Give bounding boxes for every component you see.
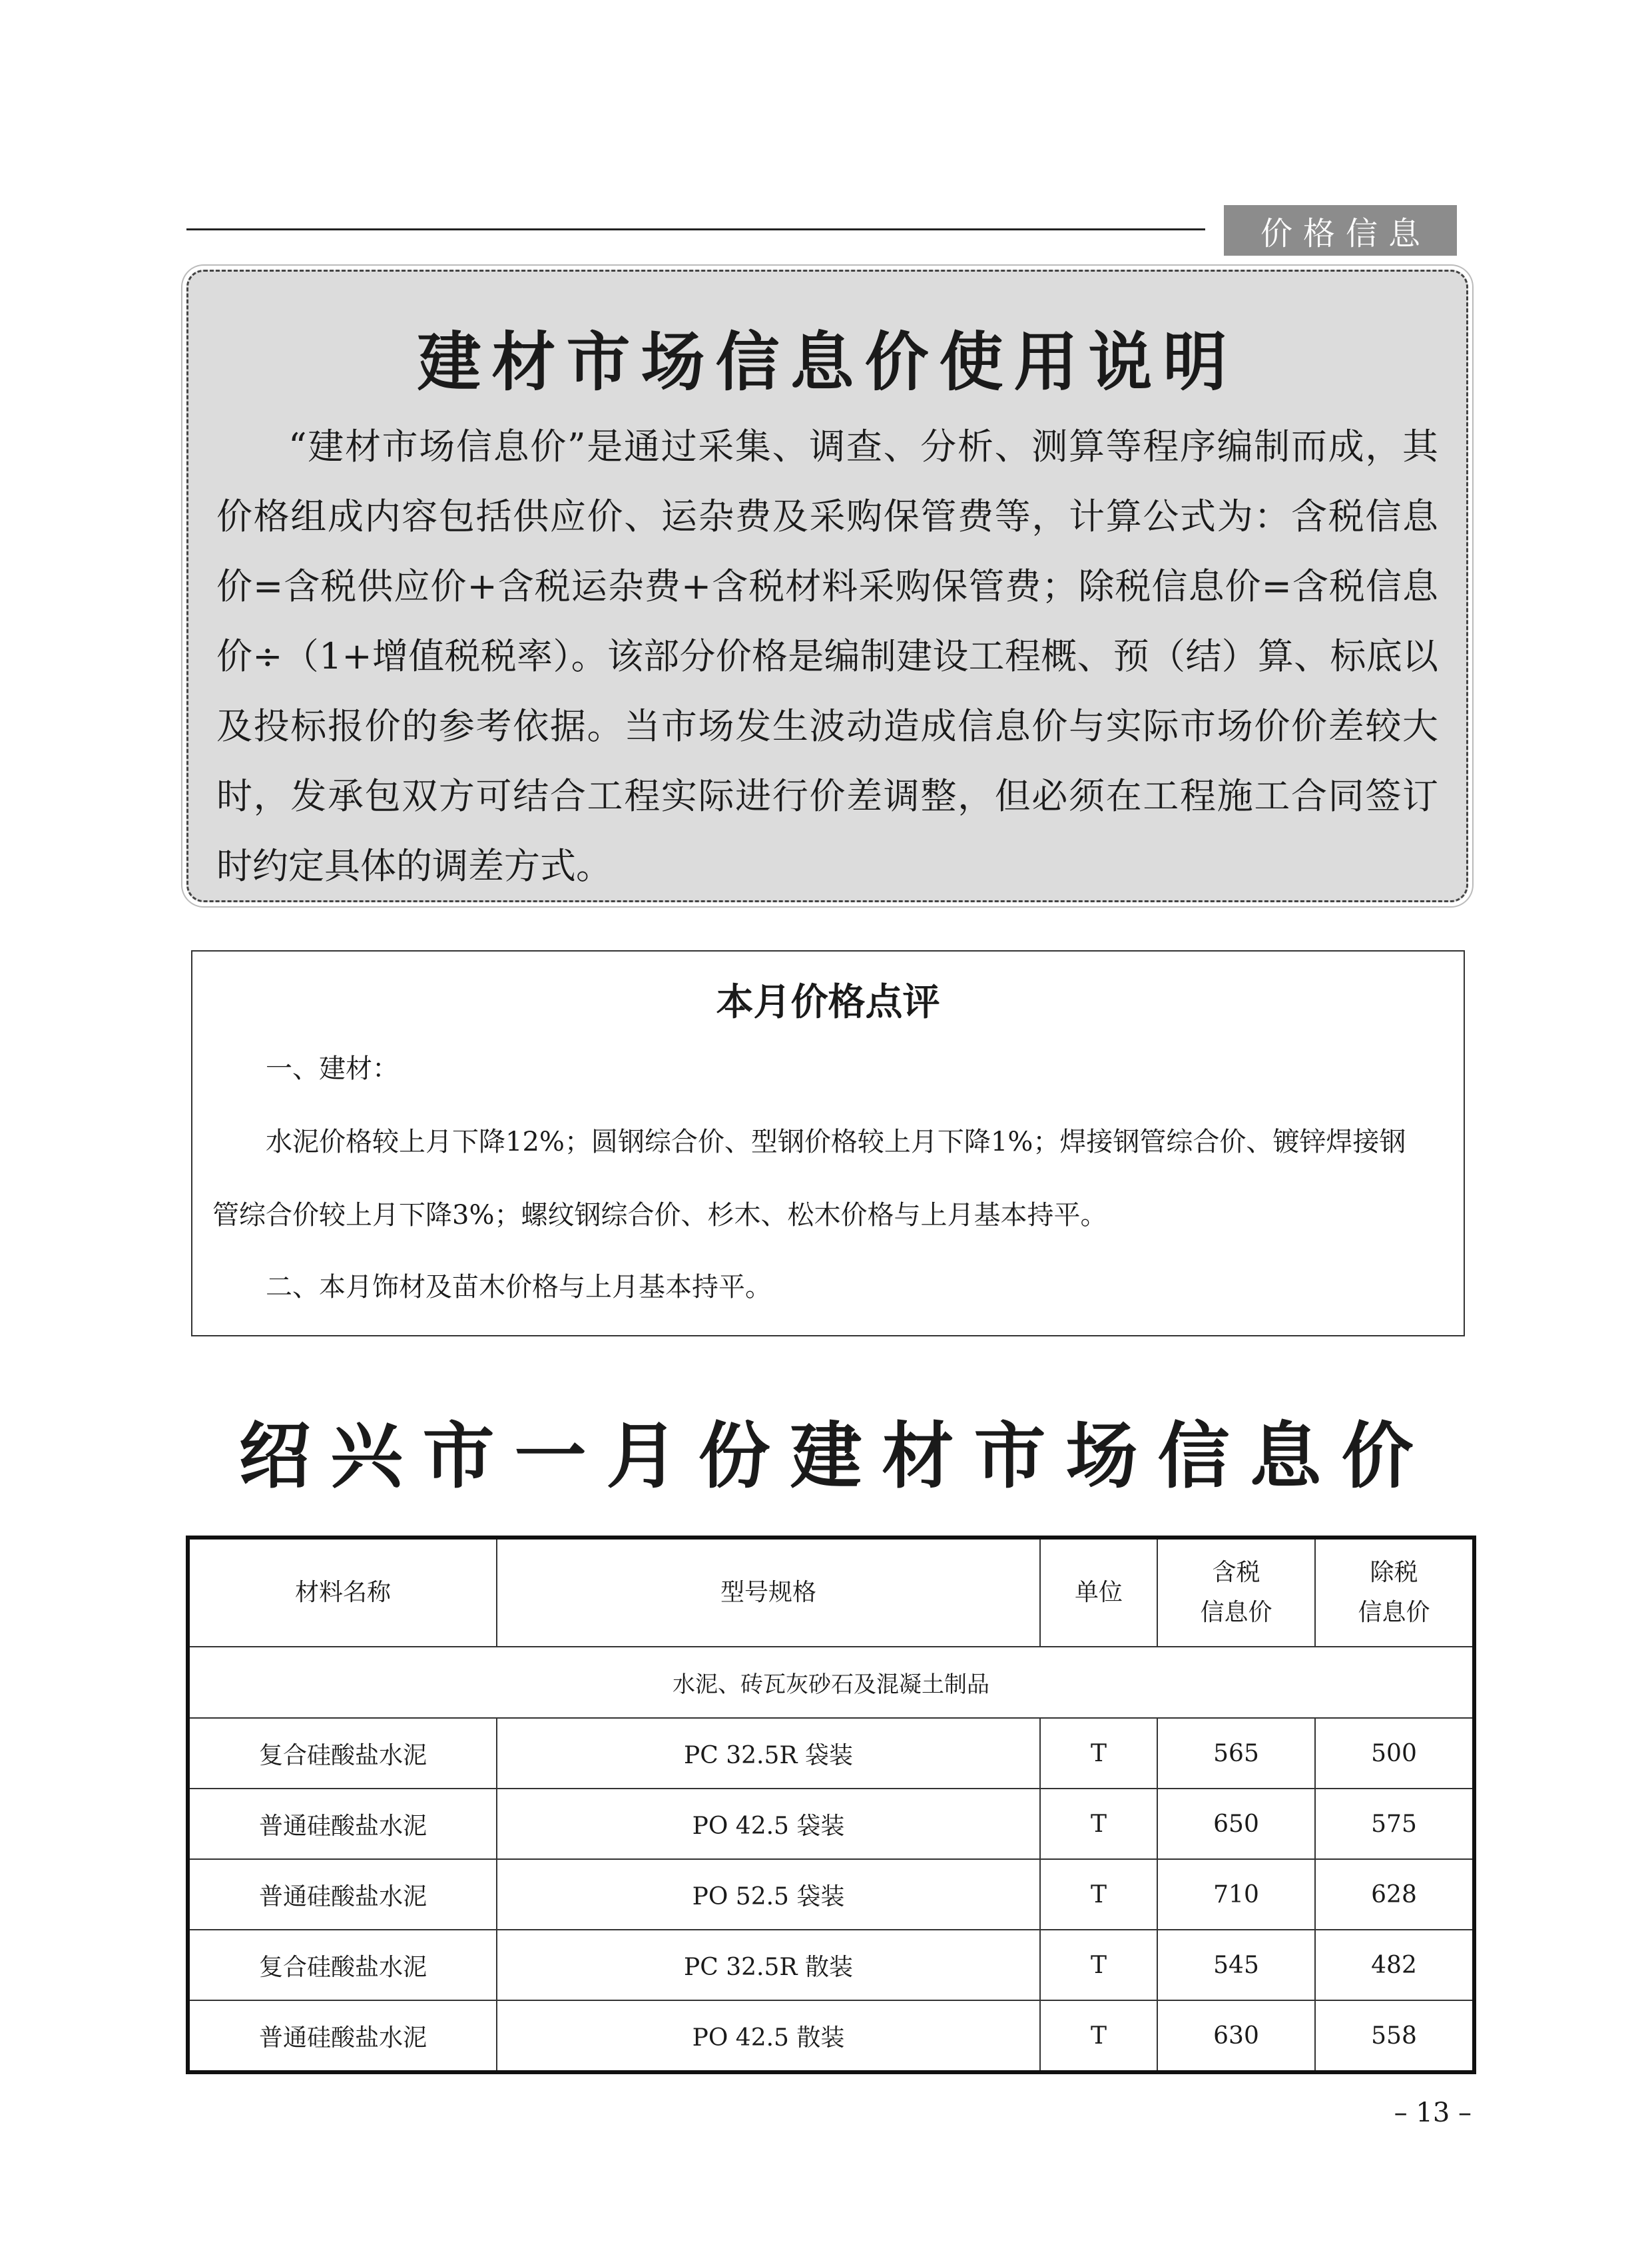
cell-tax-incl: 710 bbox=[1157, 1859, 1315, 1930]
cell-tax-incl: 650 bbox=[1157, 1789, 1315, 1859]
table-row bbox=[188, 1859, 1474, 1930]
cell-unit: T bbox=[1040, 1789, 1157, 1859]
cell-unit: T bbox=[1040, 1930, 1157, 2000]
header-tax-incl-line2: 信息价 bbox=[1200, 1599, 1272, 1626]
header-tax-excl-line1: 除税 bbox=[1370, 1559, 1418, 1586]
cell-tax-incl: 565 bbox=[1157, 1718, 1315, 1789]
header-tax-excl-line2: 信息价 bbox=[1358, 1599, 1430, 1626]
review-line: 管综合价较上月下降3%；螺纹钢综合价、杉木、松木价格与上月基本持平。 bbox=[212, 1200, 1107, 1231]
main-title: 绍兴市一月份建材市场信息价 bbox=[238, 1415, 1434, 1498]
cell-unit: T bbox=[1040, 1859, 1157, 1930]
cell-tax-excl: 558 bbox=[1315, 2000, 1474, 2072]
review-title: 本月价格点评 bbox=[716, 981, 940, 1024]
category-label: 水泥、砖瓦灰砂石及混凝土制品 bbox=[188, 1647, 1474, 1718]
header-rule bbox=[186, 228, 1205, 230]
cell-name: 普通硅酸盐水泥 bbox=[188, 1789, 497, 1859]
cell-spec: PO 42.5 散装 bbox=[497, 2000, 1040, 2072]
cell-spec: PC 32.5R 散装 bbox=[497, 1930, 1040, 2000]
header-unit: 单位 bbox=[1040, 1538, 1157, 1647]
cell-tax-incl: 630 bbox=[1157, 2000, 1315, 2072]
cell-name: 普通硅酸盐水泥 bbox=[188, 2000, 497, 2072]
review-line: 水泥价格较上月下降12%；圆钢综合价、型钢价格较上月下降1%；焊接钢管综合价、镀锌焊接钢 bbox=[266, 1127, 1406, 1157]
page-number: – 13 – bbox=[1394, 2098, 1472, 2128]
cell-unit: T bbox=[1040, 1718, 1157, 1789]
price-review-box bbox=[191, 950, 1465, 1336]
category-row bbox=[188, 1647, 1474, 1718]
cell-name: 复合硅酸盐水泥 bbox=[188, 1718, 497, 1789]
cell-name: 复合硅酸盐水泥 bbox=[188, 1930, 497, 2000]
price-table bbox=[186, 1536, 1476, 2074]
section-tag: 价格信息 bbox=[1224, 205, 1457, 256]
table-row bbox=[188, 1930, 1474, 2000]
cell-tax-incl: 545 bbox=[1157, 1930, 1315, 2000]
header-tax-incl-line1: 含税 bbox=[1212, 1559, 1260, 1586]
header-name: 材料名称 bbox=[188, 1538, 497, 1647]
cell-name: 普通硅酸盐水泥 bbox=[188, 1859, 497, 1930]
table-row bbox=[188, 1789, 1474, 1859]
intro-title: 建材市场信息价使用说明 bbox=[417, 325, 1238, 400]
header-tax-incl bbox=[1157, 1538, 1315, 1647]
table-row bbox=[188, 2000, 1474, 2072]
cell-tax-excl: 482 bbox=[1315, 1930, 1474, 2000]
cell-tax-excl: 575 bbox=[1315, 1789, 1474, 1859]
cell-unit: T bbox=[1040, 2000, 1157, 2072]
table-row bbox=[188, 1718, 1474, 1789]
header-tax-excl bbox=[1315, 1538, 1474, 1647]
cell-tax-excl: 628 bbox=[1315, 1859, 1474, 1930]
review-line: 二、本月饰材及苗木价格与上月基本持平。 bbox=[266, 1272, 772, 1302]
cell-spec: PC 32.5R 袋装 bbox=[497, 1718, 1040, 1789]
cell-spec: PO 52.5 袋装 bbox=[497, 1859, 1040, 1930]
intro-body: “建材市场信息价”是通过采集、调查、分析、测算等程序编制而成，其价格组成内容包括供应价、运杂费及采购保管费等，计算公式为：含税信息价=含税供应价+含税运杂费+含税材料采购保管费；除税信息价=含税信息价÷（1+增值税税率）。该部分价格是编制建设工程概、预（结）算、标底以及投标报价的参考依据。当市场发生波动造成信息价与实际市场价价差较大时，发承包双方可结合工程实际进行价差调整，但必须在工程施工合同签订时约定具体的调差方式。 bbox=[216, 425, 1438, 887]
header-spec: 型号规格 bbox=[497, 1538, 1040, 1647]
cell-tax-excl: 500 bbox=[1315, 1718, 1474, 1789]
review-line: 一、建材： bbox=[266, 1053, 399, 1084]
table-header-row bbox=[188, 1538, 1474, 1647]
cell-spec: PO 42.5 袋装 bbox=[497, 1789, 1040, 1859]
intro-box bbox=[186, 270, 1468, 902]
